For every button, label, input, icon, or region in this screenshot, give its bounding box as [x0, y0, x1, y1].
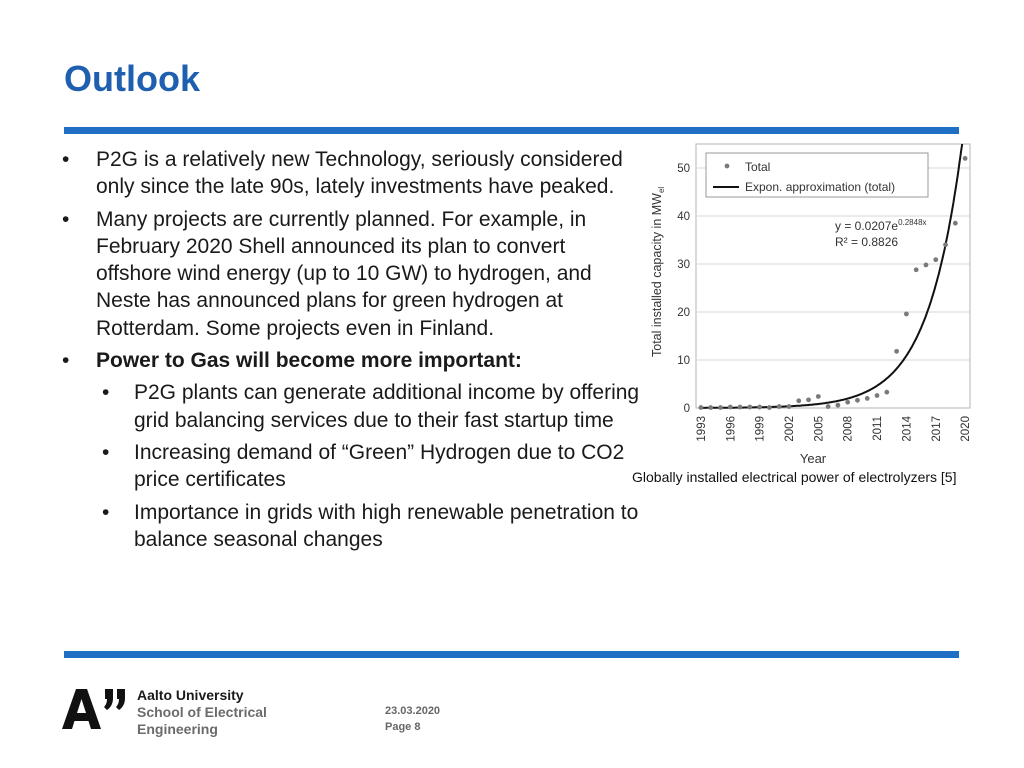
- bullet-text: P2G is a relatively new Technology, seriously considered only since the late 90s, lately investments have peaked.: [96, 148, 623, 199]
- data-point: [826, 404, 831, 409]
- x-tick-label: 1996: [725, 416, 738, 442]
- school-name-line1: School of Electrical: [137, 704, 267, 720]
- x-tick-label: 2020: [960, 416, 973, 442]
- bullet-item: [62, 206, 642, 342]
- y-axis-label-main: Total installed capacity in MW: [650, 193, 664, 357]
- sub-bullet-text: Importance in grids with high renewable penetration to balance seasonal changes: [134, 500, 639, 551]
- sub-bullet-list: [96, 379, 642, 553]
- data-point: [787, 404, 792, 409]
- x-tick-label: 1999: [754, 416, 767, 442]
- sub-bullet-text: Increasing demand of “Green” Hydrogen due to CO2 price certificates: [134, 440, 625, 492]
- data-point: [865, 396, 870, 401]
- y-tick-label: 30: [677, 259, 690, 271]
- legend-total-label: Total: [745, 160, 771, 174]
- slide-title: Outlook: [64, 58, 200, 99]
- fit-equation-exponent: 0.2848x: [898, 218, 927, 227]
- data-point: [855, 398, 860, 403]
- slide-date: 23.03.2020: [385, 705, 441, 717]
- data-point: [777, 404, 782, 409]
- data-point: [767, 405, 772, 410]
- bullet-item: [62, 347, 642, 553]
- y-tick-label: 20: [677, 307, 690, 319]
- chart-svg: [646, 140, 976, 470]
- data-point: [698, 405, 703, 410]
- data-point: [914, 267, 919, 272]
- x-tick-label: 2008: [842, 416, 855, 442]
- sub-bullet-item: [96, 379, 642, 434]
- header-divider: [64, 127, 959, 134]
- x-tick-labels: [696, 415, 972, 441]
- data-point: [953, 221, 958, 226]
- data-point: [894, 349, 899, 354]
- university-block: [137, 687, 267, 738]
- y-tick-label: 50: [677, 163, 690, 175]
- footer-divider: [64, 651, 959, 658]
- data-point: [757, 405, 762, 410]
- bullet-text: Power to Gas will become more important:: [96, 349, 522, 373]
- data-point: [884, 390, 889, 395]
- x-tick-label: 2002: [783, 416, 796, 442]
- data-point: [904, 312, 909, 317]
- legend-fit-label: Expon. approximation (total): [745, 180, 896, 194]
- aalto-logo-icon: [62, 688, 128, 730]
- data-point: [943, 242, 948, 247]
- data-point: [924, 263, 929, 268]
- bullet-list: [62, 146, 642, 558]
- slide-meta: [385, 703, 440, 735]
- x-tick-label: 2017: [930, 416, 943, 442]
- y-tick-label: 10: [677, 355, 690, 367]
- x-tick-label: 2011: [872, 416, 885, 441]
- data-point: [747, 405, 752, 410]
- data-point: [728, 405, 733, 410]
- y-tick-label: 0: [683, 403, 690, 415]
- y-axis-label: [650, 187, 666, 357]
- x-axis-label: Year: [799, 451, 827, 466]
- data-point: [845, 400, 850, 405]
- data-point: [796, 398, 801, 403]
- bullet-item: [62, 146, 642, 201]
- sub-bullet-text: P2G plants can generate additional income by offering grid balancing services due to their fast startup time: [134, 381, 640, 432]
- sub-bullet-item: [96, 439, 642, 494]
- legend-total-marker: [725, 164, 730, 169]
- x-tick-label: 2014: [901, 416, 914, 442]
- data-point: [875, 393, 880, 398]
- data-point: [835, 403, 840, 408]
- data-point: [806, 397, 811, 402]
- y-tick-labels: [677, 163, 690, 415]
- y-axis-label-sub: el: [657, 186, 666, 194]
- chart-caption: Globally installed electrical power of electrolyzers [5]: [632, 469, 957, 485]
- data-point: [738, 405, 743, 410]
- data-point: [933, 257, 938, 262]
- bullet-text: Many projects are currently planned. For example, in February 2020 Shell announced its plan to convert offshore wind energy (up to 10 GW) to hydrogen, and Neste has announced plans for green hydrogen at Rotterdam. Some projects even in Finland.: [96, 207, 592, 340]
- school-name-line2: Engineering: [137, 721, 218, 737]
- page-number: Page 8: [385, 721, 421, 733]
- sub-bullet-item: [96, 499, 642, 554]
- r-squared-label: R² = 0.8826: [835, 235, 899, 249]
- x-tick-label: 1993: [695, 416, 708, 442]
- data-point: [708, 405, 713, 410]
- data-point: [816, 394, 821, 399]
- y-tick-label: 40: [677, 211, 690, 223]
- data-point: [718, 405, 723, 410]
- data-point: [963, 156, 968, 161]
- electrolyzer-chart: [646, 140, 976, 470]
- x-tick-label: 2005: [813, 416, 826, 442]
- university-name: Aalto University: [137, 687, 244, 703]
- fit-equation-base: y = 0.0207e: [835, 219, 899, 233]
